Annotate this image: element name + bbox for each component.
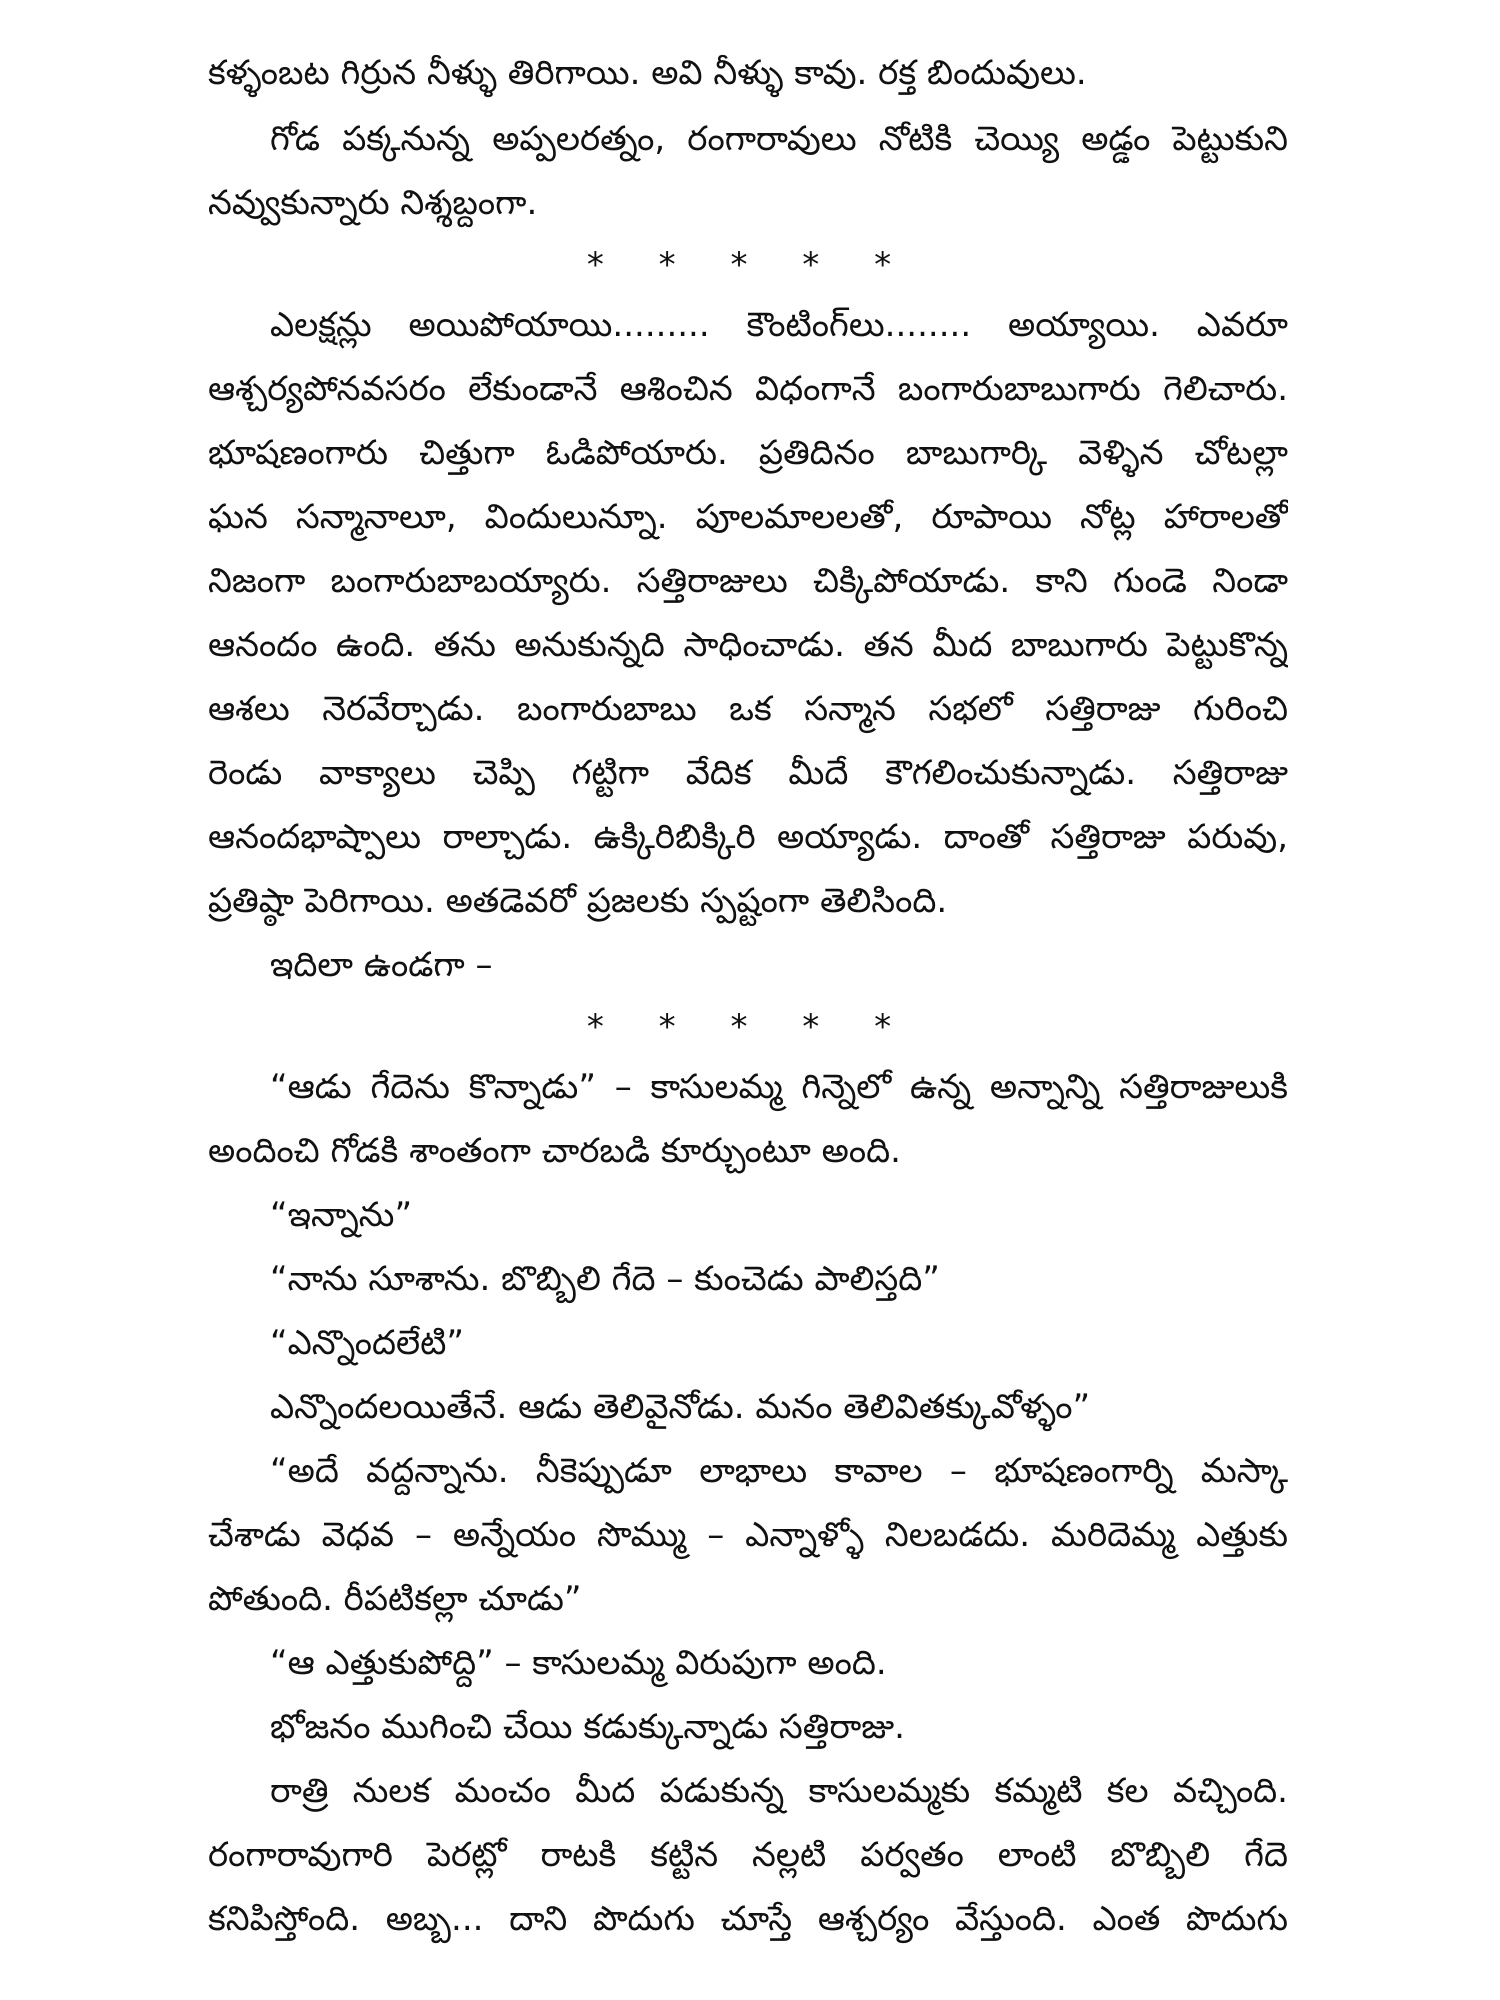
text-line: నవ్వుకున్నారు నిశ్శబ్దంగా. — [208, 183, 538, 223]
text-line: భూషణంగారు చిత్తుగా ఓడిపోయారు. ప్రతిదినం బాబుగార్కి వెళ్ళిన చోటల్లా — [208, 433, 1288, 473]
text-line: “ఇన్నాను” — [270, 1195, 413, 1235]
text-line: ఆశలు నెరవేర్చాడు. బంగారుబాబు ఒక సన్మాన సభలో సత్తిరాజు గురించి — [208, 689, 1288, 729]
text-line: రంగారావుగారి పెరట్లో రాటకి కట్టిన నల్లటి పర్వతం లాంటి బొబ్బిలి గేదె — [208, 1835, 1288, 1875]
text-line: “అదే వద్దన్నాను. నీకెప్పుడూ లాభాలు కావాల – భూషణంగార్ని మస్కా — [270, 1451, 1288, 1491]
section-separator: * * * * * — [586, 1007, 914, 1047]
text-line: ఎలక్షన్లు అయిపోయాయి......... కౌంటింగ్‌లు........ అయ్యాయి. ఎవరూ — [270, 305, 1288, 345]
text-line: ప్రతిష్ఠా పెరిగాయి. అతడెవరో ప్రజలకు స్పష్టంగా తెలిసింది. — [208, 881, 948, 921]
text-line: ఆనందం ఉంది. తను అనుకున్నది సాధించాడు. తన మీద బాబుగారు పెట్టుకొన్న — [208, 625, 1288, 665]
text-line: గోడ పక్కనున్న అప్పలరత్నం, రంగారావులు నోటికి చెయ్యి అడ్డం పెట్టుకుని — [270, 119, 1288, 159]
text-line: “నాను సూశాను. బొబ్బిలి గేదె – కుంచెడు పాలిస్తది” — [270, 1259, 940, 1299]
text-line: కనిపిస్తోంది. అబ్బ... దాని పొదుగు చూస్తే ఆశ్చర్యం వేస్తుంది. ఎంత పొదుగు — [208, 1899, 1288, 1939]
text-line: ఇదిలా ఉండగా – — [270, 945, 493, 985]
text-line: ఘన సన్మానాలూ, విందులున్నూ. పూలమాలలతో, రూపాయి నోట్ల హారాలతో — [208, 497, 1288, 537]
text-line: నిజంగా బంగారుబాబయ్యారు. సత్తిరాజులు చిక్కిపోయాడు. కాని గుండె నిండా — [208, 561, 1288, 601]
text-line: రెండు వాక్యాలు చెప్పి గట్టిగా వేదిక మీదే కౌగలించుకున్నాడు. సత్తిరాజు — [208, 753, 1288, 793]
text-line: ఆనందభాష్పాలు రాల్చాడు. ఉక్కిరిబిక్కిరి అయ్యాడు. దాంతో సత్తిరాజు పరువు, — [208, 817, 1288, 857]
text-line: ఎన్నొందలయితేనే. ఆడు తెలివైనోడు. మనం తెలివితక్కువోళ్ళం” — [270, 1387, 1091, 1427]
text-line: రాత్రి నులక మంచం మీద పడుకున్న కాసులమ్మకు కమ్మటి కల వచ్చింది. — [270, 1771, 1288, 1811]
text-line: “ఎన్నొందలేటి” — [270, 1323, 464, 1363]
text-line: అందించి గోడకి శాంతంగా చారబడి కూర్చుంటూ అంది. — [208, 1131, 901, 1171]
text-line: పోతుంది. రీపటికల్లా చూడు” — [208, 1579, 582, 1619]
text-line: కళ్ళంబట గిర్రున నీళ్ళు తిరిగాయి. అవి నీళ్ళు కావు. రక్త బిందువులు. — [208, 53, 1087, 93]
text-line: భోజనం ముగించి చేయి కడుక్కున్నాడు సత్తిరాజు. — [270, 1707, 905, 1747]
text-line: ఆశ్చర్యపోనవసరం లేకుండానే ఆశించిన విధంగానే బంగారుబాబుగారు గెలిచారు. — [208, 369, 1288, 409]
text-line: “ఆడు గేదెను కొన్నాడు” – కాసులమ్మ గిన్నెలో ఉన్న అన్నాన్ని సత్తిరాజులుకి — [270, 1067, 1288, 1107]
text-line: “ఆ ఎత్తుకుపోద్ది” – కాసులమ్మ విరుపుగా అంది. — [270, 1643, 887, 1683]
text-line: చేశాడు వెధవ – అన్నేయం సొమ్ము – ఎన్నాళ్ళో నిలబడదు. మరిదెమ్మ ఎత్తుకు — [208, 1515, 1288, 1555]
section-separator: * * * * * — [586, 245, 914, 285]
